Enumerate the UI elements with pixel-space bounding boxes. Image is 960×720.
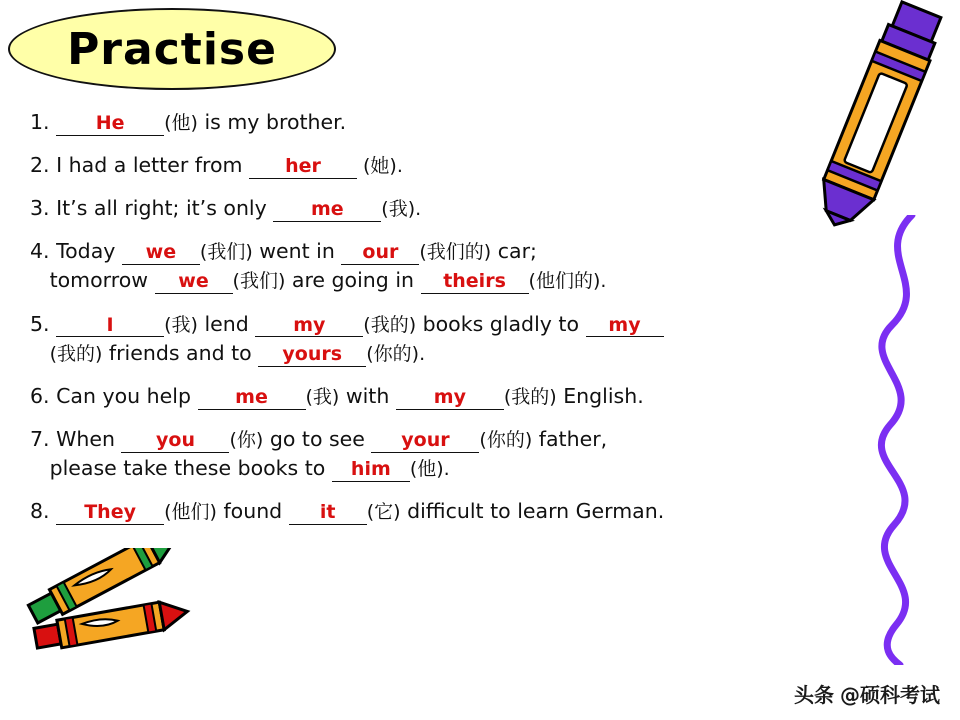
watermark-text: @硕科考试 xyxy=(840,683,940,707)
answer-blank[interactable]: him xyxy=(332,460,410,482)
answer-blank[interactable]: my xyxy=(396,388,504,410)
answer-blank[interactable]: He xyxy=(56,114,164,136)
answer-blank[interactable]: her xyxy=(249,157,357,179)
answer-blank[interactable]: I xyxy=(56,316,164,338)
purple-squiggle-decoration xyxy=(852,215,942,665)
exercise-number: 2. xyxy=(30,153,50,178)
watermark xyxy=(794,679,940,708)
exercise-number: 7. xyxy=(30,426,50,451)
chinese-hint: (它) xyxy=(366,501,401,524)
answer-blank[interactable]: my xyxy=(255,316,363,338)
exercise-item xyxy=(30,194,860,223)
chinese-hint: (我的) xyxy=(503,385,557,408)
chinese-hint: (你的) xyxy=(479,428,533,451)
exercise-item xyxy=(30,108,860,137)
sentence-text: friends and to xyxy=(102,340,259,365)
sentence-text: lend xyxy=(197,311,256,336)
exercise-item xyxy=(30,425,860,483)
chinese-hint: (你的). xyxy=(366,342,426,365)
exercise-number: 1. xyxy=(30,110,50,134)
exercise-number: 8. xyxy=(30,499,50,524)
sentence-text: found xyxy=(216,499,289,524)
watermark-logo: 头条 xyxy=(794,683,834,707)
sentence-text: car; xyxy=(491,239,537,264)
sentence-text: English. xyxy=(556,383,644,408)
chinese-hint: (我). xyxy=(381,198,422,221)
exercise-number: 6. xyxy=(30,383,50,408)
answer-blank[interactable]: yours xyxy=(258,345,366,367)
page-title-bubble xyxy=(8,8,336,90)
chinese-hint: (她). xyxy=(356,155,403,178)
sentence-text: are going in xyxy=(285,268,421,293)
chinese-hint: (我) xyxy=(164,313,198,336)
answer-blank[interactable]: me xyxy=(273,200,381,222)
chinese-hint: (我们的) xyxy=(419,241,492,264)
sentence-text: difficult to learn German. xyxy=(400,499,665,524)
exercise-number: 4. xyxy=(30,239,50,264)
answer-blank[interactable]: your xyxy=(371,431,479,453)
answer-blank[interactable]: our xyxy=(341,243,419,265)
chinese-hint: (我们) xyxy=(232,270,286,293)
sentence-text: Today xyxy=(56,239,122,264)
chinese-hint: (我们) xyxy=(199,241,253,264)
exercise-item xyxy=(30,151,860,180)
chinese-hint: (我) xyxy=(305,385,340,408)
sentence-text: tomorrow xyxy=(49,268,155,293)
sentence-text: books gladly to xyxy=(416,311,586,336)
sentence-text: When xyxy=(56,426,122,451)
sentence-text: I had a letter from xyxy=(56,153,249,178)
answer-blank[interactable]: you xyxy=(121,431,229,453)
answer-blank[interactable]: me xyxy=(198,388,306,410)
sentence-text: It’s all right; it’s only xyxy=(56,196,274,221)
chinese-hint: (他) xyxy=(164,112,198,134)
chinese-hint: (他们的). xyxy=(528,270,607,293)
sentence-text: with xyxy=(339,383,396,408)
answer-blank[interactable]: theirs xyxy=(421,272,529,294)
chinese-hint: (他). xyxy=(409,457,450,480)
exercise-item xyxy=(30,310,860,368)
sentence-text: went in xyxy=(252,239,342,264)
exercise-list xyxy=(30,108,860,540)
exercise-number: 5. xyxy=(30,311,50,336)
answer-blank[interactable]: we xyxy=(155,272,233,294)
sentence-text: Can you help xyxy=(56,383,198,408)
chinese-hint: (我的) xyxy=(49,342,103,365)
exercise-item xyxy=(30,497,860,526)
exercise-number: 3. xyxy=(30,196,50,221)
chinese-hint: (我的) xyxy=(363,313,417,336)
sentence-text: father, xyxy=(532,426,608,451)
answer-blank[interactable]: we xyxy=(122,243,200,265)
sentence-text: go to see xyxy=(263,426,372,451)
exercise-item xyxy=(30,237,860,295)
sentence-text: is my brother. xyxy=(197,110,347,134)
crayon-green-orange-icon xyxy=(22,548,212,668)
answer-blank[interactable]: They xyxy=(56,503,164,525)
page-title: Practise xyxy=(67,23,277,75)
answer-blank[interactable]: it xyxy=(289,503,367,525)
sentence-text: please take these books to xyxy=(49,455,332,480)
chinese-hint: (你) xyxy=(229,428,264,451)
chinese-hint: (他们) xyxy=(164,501,217,524)
exercise-item xyxy=(30,382,860,411)
answer-blank[interactable]: my xyxy=(586,316,664,338)
